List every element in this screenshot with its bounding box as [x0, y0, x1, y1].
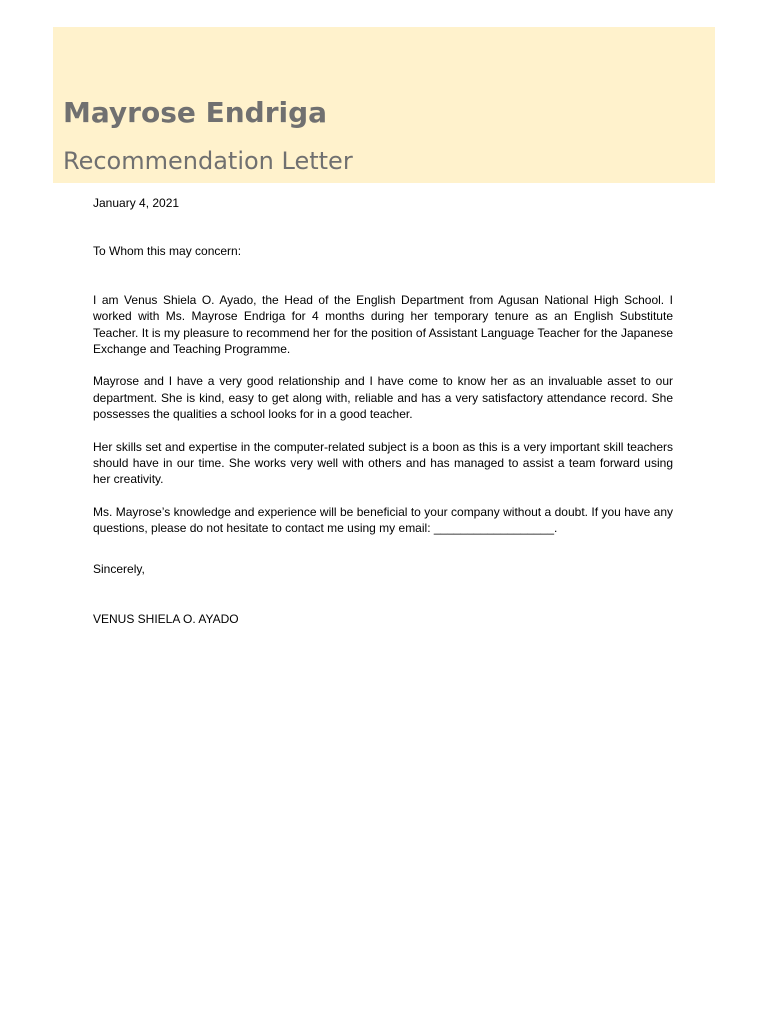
signer-name: VENUS SHIELA O. AYADO — [93, 612, 239, 627]
paragraph-conclusion: Ms. Mayrose’s knowledge and experience will be beneficial to your company without a doubt. If you have any questions, please do not hesitate to contact me using my email: __________________. — [93, 504, 673, 536]
letter-date: January 4, 2021 — [93, 196, 180, 210]
letter-body — [93, 195, 673, 628]
document-subtitle: Recommendation Letter — [63, 147, 353, 175]
letter-salutation: To Whom this may concern: — [93, 244, 242, 259]
letter-closing: Sincerely, — [93, 561, 145, 576]
paragraph-introduction: I am Venus Shiela O. Ayado, the Head of the English Department from Agusan National High School. I worked with Ms. Mayrose Endriga for 4 months during her temporary tenure as an English Substitute Teacher. It is my pleasure to recommend her for the position of Assistant Language Teacher for the Japanese Exchange and Teaching Programme. — [93, 292, 673, 357]
header-band — [53, 27, 715, 183]
candidate-name: Mayrose Endriga — [63, 96, 328, 129]
paragraph-skills: Her skills set and expertise in the computer-related subject is a boon as this is a very important skill teachers should have in our time. She works very well with others and has managed to assist a team forward using her creativity. — [93, 439, 673, 487]
paragraph-relationship: Mayrose and I have a very good relationship and I have come to know her as an invaluable asset to our department. She is kind, easy to get along with, reliable and has a very satisfactory attendance record. She possesses the qualities a school looks for in a good teacher. — [93, 374, 673, 422]
